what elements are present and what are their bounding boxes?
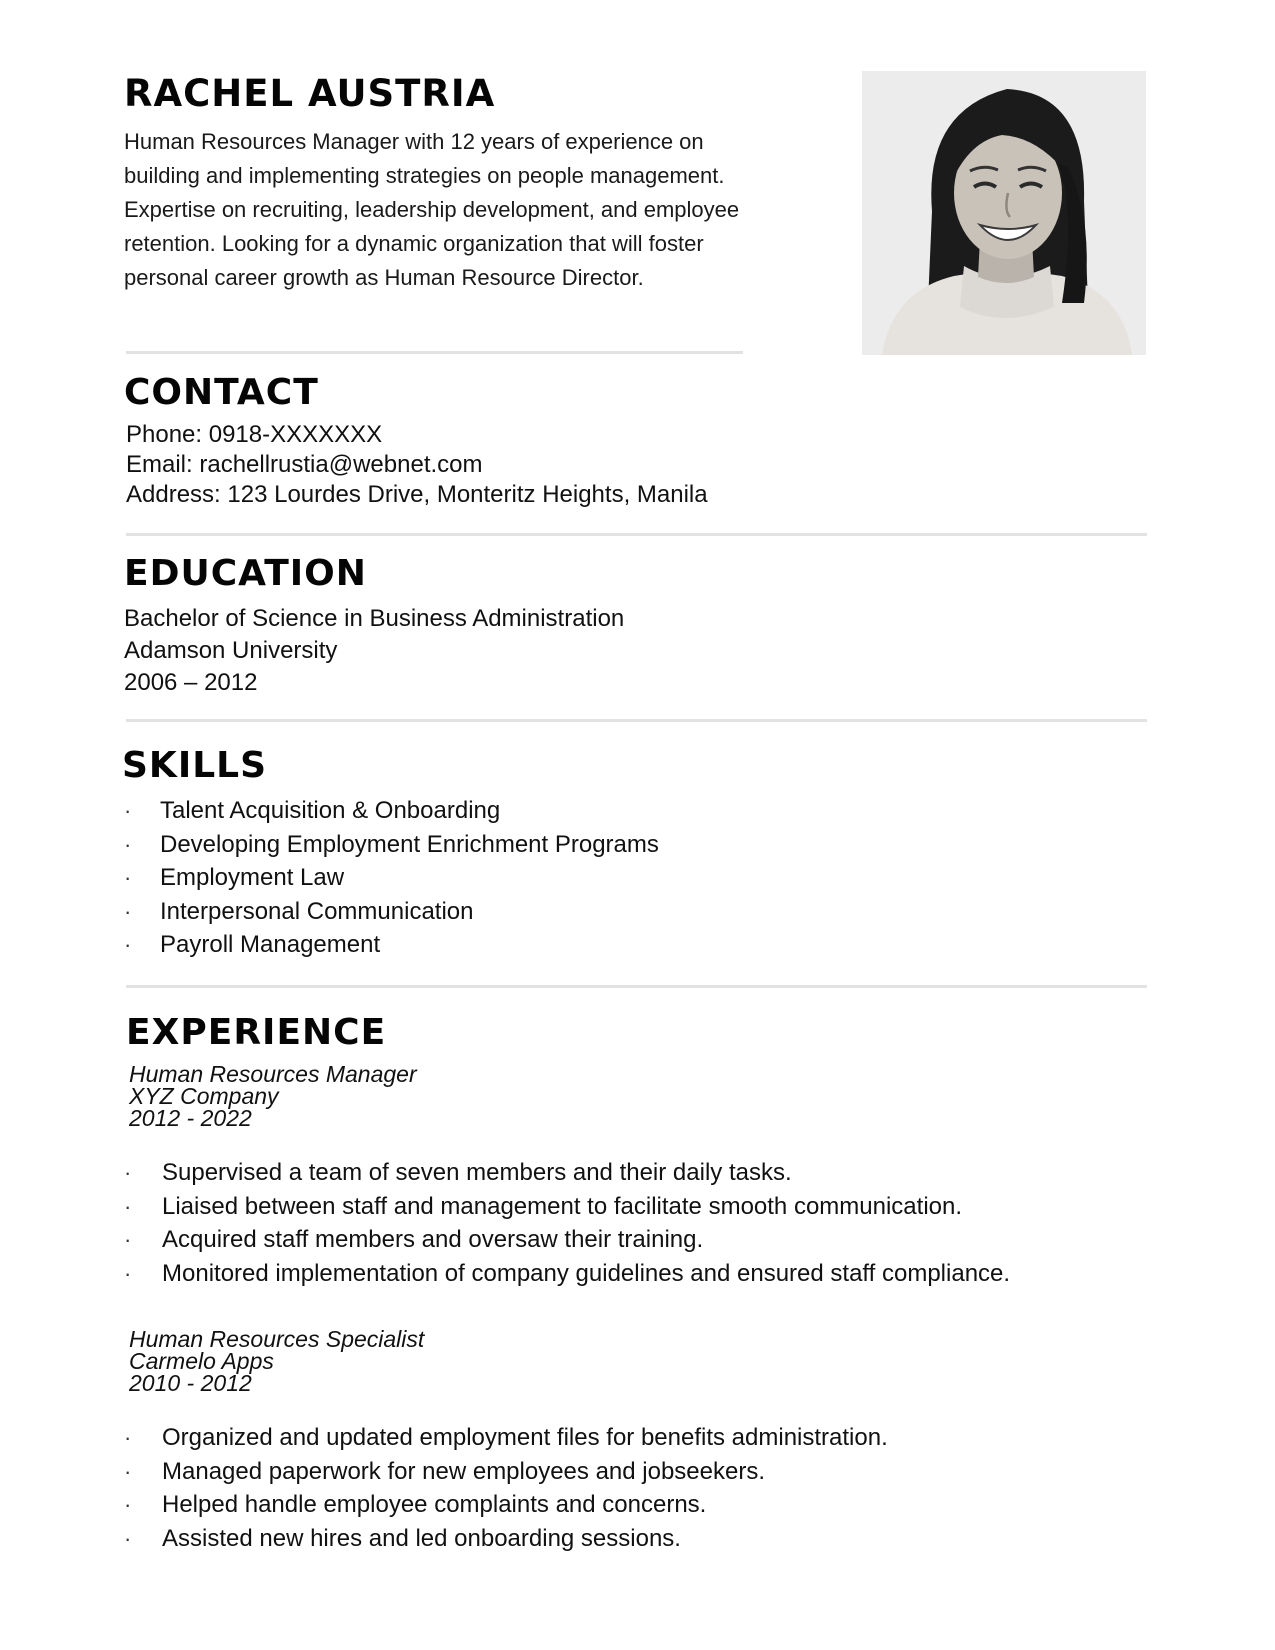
job-years: 2012 - 2022 bbox=[129, 1105, 252, 1131]
divider bbox=[126, 351, 743, 354]
education-years: 2006 – 2012 bbox=[124, 669, 258, 696]
education-details bbox=[124, 603, 624, 699]
divider bbox=[126, 533, 1147, 536]
education-school: Adamson University bbox=[124, 637, 338, 664]
list-item: · Liaised between staff and management to facilitate smooth communication. bbox=[124, 1190, 1010, 1224]
profile-photo bbox=[862, 71, 1146, 355]
skills-heading: SKILLS bbox=[122, 745, 268, 786]
experience-heading: EXPERIENCE bbox=[126, 1012, 387, 1053]
job-duties-list bbox=[124, 1156, 1010, 1290]
list-item: · Payroll Management bbox=[124, 928, 659, 962]
contact-address: Address: 123 Lourdes Drive, Monteritz Heights, Manila bbox=[126, 481, 708, 508]
contact-phone: Phone: 0918-XXXXXXX bbox=[126, 421, 383, 448]
list-item: · Supervised a team of seven members and their daily tasks. bbox=[124, 1156, 1010, 1190]
skills-list bbox=[124, 794, 659, 962]
education-degree: Bachelor of Science in Business Administration bbox=[124, 605, 625, 632]
job-years: 2010 - 2012 bbox=[129, 1370, 252, 1396]
job-company: Carmelo Apps bbox=[129, 1348, 274, 1374]
job-duties-list bbox=[124, 1421, 888, 1555]
education-heading: EDUCATION bbox=[124, 553, 367, 594]
list-item: · Developing Employment Enrichment Programs bbox=[124, 828, 659, 862]
contact-email: Email: rachellrustia@webnet.com bbox=[126, 451, 483, 478]
list-item: · Organized and updated employment files for benefits administration. bbox=[124, 1421, 888, 1455]
list-item: · Managed paperwork for new employees and jobseekers. bbox=[124, 1455, 888, 1489]
list-item: · Assisted new hires and led onboarding sessions. bbox=[124, 1522, 888, 1556]
contact-details bbox=[126, 420, 708, 510]
list-item: · Employment Law bbox=[124, 861, 659, 895]
list-item: · Talent Acquisition & Onboarding bbox=[124, 794, 659, 828]
list-item: · Acquired staff members and oversaw their training. bbox=[124, 1223, 1010, 1257]
resume-name: RACHEL AUSTRIA bbox=[124, 72, 496, 115]
job-header bbox=[129, 1063, 417, 1129]
job-header bbox=[129, 1328, 424, 1394]
job-title: Human Resources Manager bbox=[129, 1061, 417, 1087]
portrait-illustration bbox=[862, 71, 1146, 355]
list-item: · Helped handle employee complaints and concerns. bbox=[124, 1488, 888, 1522]
job-title: Human Resources Specialist bbox=[129, 1326, 425, 1352]
job-company: XYZ Company bbox=[129, 1083, 279, 1109]
divider bbox=[126, 719, 1147, 722]
list-item: · Interpersonal Communication bbox=[124, 895, 659, 929]
list-item: · Monitored implementation of company guidelines and ensured staff compliance. bbox=[124, 1257, 1010, 1291]
contact-heading: CONTACT bbox=[124, 372, 319, 413]
divider bbox=[126, 985, 1147, 988]
professional-summary: Human Resources Manager with 12 years of experience on building and implementing strategies on people management. Expertise on recruiting, leadership development, and employee retention. Looking for a dynamic organization that will foster personal career growth as Human Resource Director. bbox=[124, 129, 740, 290]
